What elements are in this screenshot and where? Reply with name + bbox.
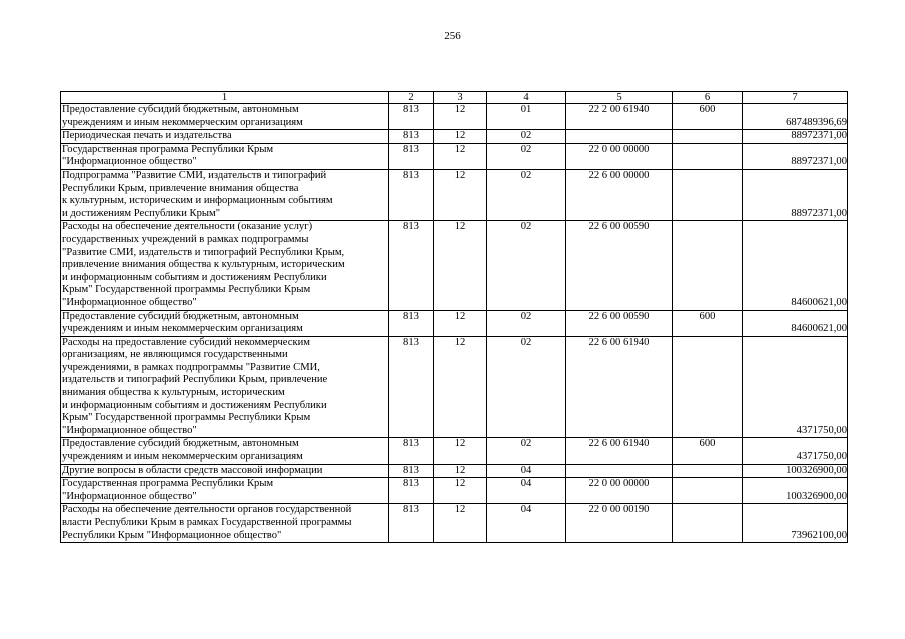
- page-number: 256: [444, 30, 461, 42]
- amount-cell: 73962100,00: [743, 504, 848, 543]
- subsection-code-cell: 02: [487, 169, 566, 220]
- column-header: 3: [434, 92, 487, 104]
- target-article-cell: [566, 130, 673, 144]
- target-article-cell: 22 2 00 61940: [566, 104, 673, 130]
- row-name-cell: Периодическая печать и издательства: [61, 130, 389, 144]
- section-code-cell: 12: [434, 104, 487, 130]
- target-article-cell: 22 0 00 00000: [566, 143, 673, 169]
- subsection-code-cell: 04: [487, 504, 566, 543]
- section-code-cell: 12: [434, 336, 487, 438]
- section-code-cell: 12: [434, 169, 487, 220]
- expense-type-cell: [673, 504, 743, 543]
- table-row: [61, 504, 848, 543]
- target-article-cell: 22 0 00 00190: [566, 504, 673, 543]
- amount-cell: 4371750,00: [743, 438, 848, 464]
- expense-type-cell: [673, 221, 743, 310]
- table-row: [61, 130, 848, 144]
- subsection-code-cell: 02: [487, 310, 566, 336]
- admin-code-cell: 813: [389, 464, 434, 478]
- row-name-cell: Предоставление субсидий бюджетным, автономным учреждениям и иным некоммерческим организациям: [61, 104, 389, 130]
- subsection-code-cell: 01: [487, 104, 566, 130]
- column-header: 5: [566, 92, 673, 104]
- target-article-cell: 22 6 00 00000: [566, 169, 673, 220]
- subsection-code-cell: 02: [487, 336, 566, 438]
- section-code-cell: 12: [434, 221, 487, 310]
- row-name-cell: Расходы на обеспечение деятельности органов государственной власти Республики Крым в рамках Государственной программы Республики Крым "Информационное общество": [61, 504, 389, 543]
- table-row: [61, 104, 848, 130]
- row-name-cell: Государственная программа Республики Крым "Информационное общество": [61, 143, 389, 169]
- table-row: [61, 169, 848, 220]
- subsection-code-cell: 04: [487, 464, 566, 478]
- row-name-cell: Государственная программа Республики Крым "Информационное общество": [61, 478, 389, 504]
- admin-code-cell: 813: [389, 104, 434, 130]
- budget-table: [60, 91, 848, 543]
- admin-code-cell: 813: [389, 438, 434, 464]
- column-header: 7: [743, 92, 848, 104]
- amount-cell: 88972371,00: [743, 143, 848, 169]
- amount-cell: 687489396,69: [743, 104, 848, 130]
- admin-code-cell: 813: [389, 336, 434, 438]
- admin-code-cell: 813: [389, 478, 434, 504]
- section-code-cell: 12: [434, 438, 487, 464]
- target-article-cell: [566, 464, 673, 478]
- target-article-cell: 22 6 00 61940: [566, 336, 673, 438]
- table-row: [61, 221, 848, 310]
- subsection-code-cell: 02: [487, 143, 566, 169]
- section-code-cell: 12: [434, 130, 487, 144]
- expense-type-cell: [673, 169, 743, 220]
- expense-type-cell: 600: [673, 104, 743, 130]
- row-name-cell: Предоставление субсидий бюджетным, автономным учреждениям и иным некоммерческим организациям: [61, 310, 389, 336]
- row-name-cell: Подпрограмма "Развитие СМИ, издательств и типографий Республики Крым, привлечение внимания общества к культурным, историческим и информационным событиям и достижениям Республики Крым": [61, 169, 389, 220]
- expense-type-cell: 600: [673, 438, 743, 464]
- target-article-cell: 22 0 00 00000: [566, 478, 673, 504]
- amount-cell: 4371750,00: [743, 336, 848, 438]
- row-name-cell: Предоставление субсидий бюджетным, автономным учреждениям и иным некоммерческим организациям: [61, 438, 389, 464]
- admin-code-cell: 813: [389, 221, 434, 310]
- expense-type-cell: [673, 130, 743, 144]
- amount-cell: 84600621,00: [743, 310, 848, 336]
- row-name-cell: Другие вопросы в области средств массовой информации: [61, 464, 389, 478]
- section-code-cell: 12: [434, 310, 487, 336]
- table-row: [61, 464, 848, 478]
- target-article-cell: 22 6 00 00590: [566, 310, 673, 336]
- section-code-cell: 12: [434, 504, 487, 543]
- section-code-cell: 12: [434, 143, 487, 169]
- table-row: [61, 310, 848, 336]
- expense-type-cell: 600: [673, 310, 743, 336]
- admin-code-cell: 813: [389, 143, 434, 169]
- target-article-cell: 22 6 00 00590: [566, 221, 673, 310]
- table-row: [61, 143, 848, 169]
- amount-cell: 84600621,00: [743, 221, 848, 310]
- amount-cell: 100326900,00: [743, 464, 848, 478]
- expense-type-cell: [673, 478, 743, 504]
- expense-type-cell: [673, 464, 743, 478]
- amount-cell: 88972371,00: [743, 130, 848, 144]
- table-row: [61, 336, 848, 438]
- section-code-cell: 12: [434, 464, 487, 478]
- column-header: 1: [61, 92, 389, 104]
- column-header: 2: [389, 92, 434, 104]
- header-row: [61, 92, 848, 104]
- subsection-code-cell: 02: [487, 130, 566, 144]
- row-name-cell: Расходы на предоставление субсидий некоммерческим организациям, не являющимся государственными учреждениями, в рамках подпрограммы "Развитие СМИ, издательств и типографий Республики Крым, привлечение внимания общества к культурным, историческим и информационным событиям и достижениям Республики Крым" Государственной программы Республики Крым "Информационное общество": [61, 336, 389, 438]
- target-article-cell: 22 6 00 61940: [566, 438, 673, 464]
- amount-cell: 100326900,00: [743, 478, 848, 504]
- amount-cell: 88972371,00: [743, 169, 848, 220]
- admin-code-cell: 813: [389, 310, 434, 336]
- section-code-cell: 12: [434, 478, 487, 504]
- column-header: 4: [487, 92, 566, 104]
- expense-type-cell: [673, 143, 743, 169]
- subsection-code-cell: 02: [487, 438, 566, 464]
- row-name-cell: Расходы на обеспечение деятельности (оказание услуг) государственных учреждений в рамках подпрограммы "Развитие СМИ, издательств и типографий Республики Крым, привлечение внимания общества к культурным, историческим и информационным событиям и достижениям Республики Крым" Государственной программы Республики Крым "Информационное общество": [61, 221, 389, 310]
- subsection-code-cell: 02: [487, 221, 566, 310]
- admin-code-cell: 813: [389, 169, 434, 220]
- subsection-code-cell: 04: [487, 478, 566, 504]
- column-header: 6: [673, 92, 743, 104]
- expense-type-cell: [673, 336, 743, 438]
- admin-code-cell: 813: [389, 130, 434, 144]
- table-row: [61, 478, 848, 504]
- admin-code-cell: 813: [389, 504, 434, 543]
- table-row: [61, 438, 848, 464]
